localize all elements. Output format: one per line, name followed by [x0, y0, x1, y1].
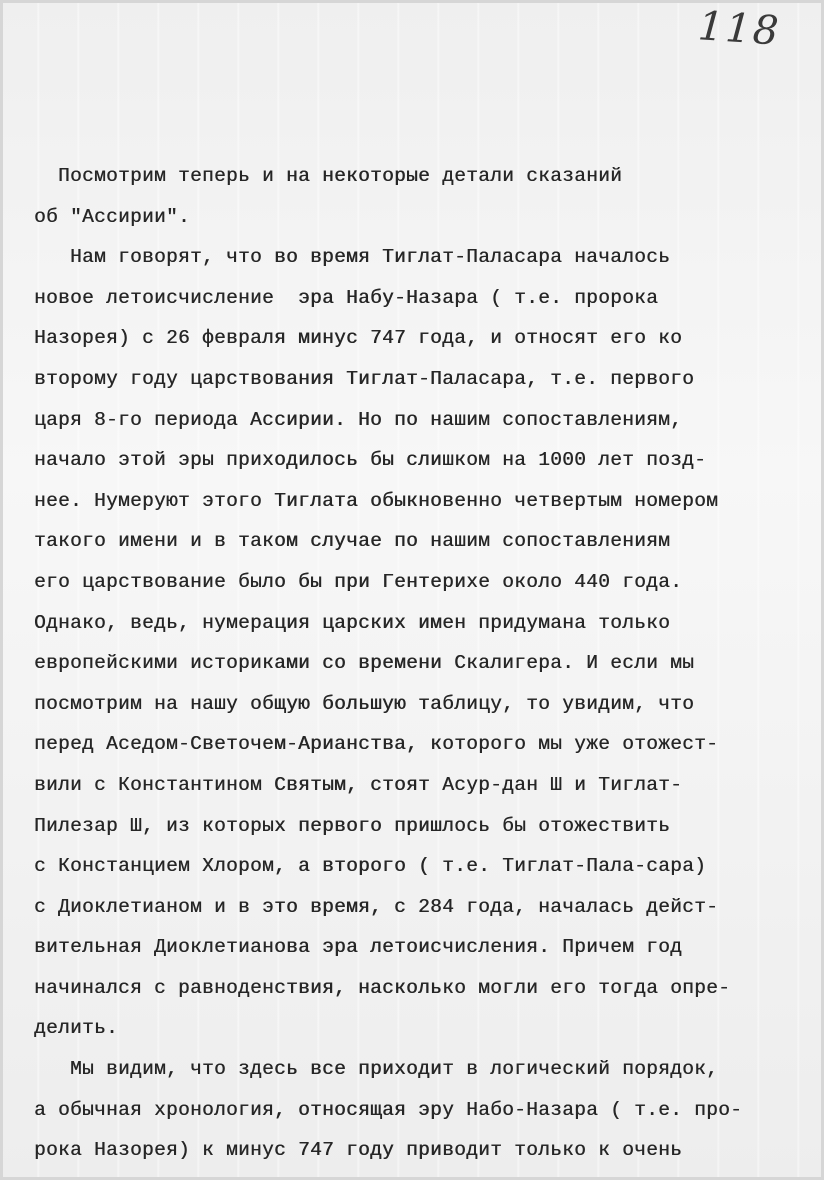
text-line: вительная Диоклетианова эра летоисчисления. Причем год — [34, 936, 683, 959]
handwritten-page-number: 118 — [696, 3, 782, 55]
text-line: Мы видим, что здесь все приходит в логический порядок, — [34, 1058, 719, 1081]
text-line: Посмотрим теперь и на некоторые детали сказаний — [34, 165, 623, 187]
text-line: Пилезар Ш, из которых первого пришлось бы отожествить — [34, 814, 671, 837]
text-line: рока Назорея) к минус 747 году приводит только к очень — [34, 1139, 683, 1162]
text-line: об "Ассирии". — [34, 205, 191, 228]
text-line: Нам говорят, что во время Тиглат-Паласара началось — [34, 246, 671, 269]
text-line: а обычная хронология, относящая эру Набо-Назара ( т.е. про- — [34, 1098, 743, 1121]
text-line: нее. Нумеруют этого Тиглата обыкновенно четвертым номером — [34, 489, 719, 512]
text-line: второму году царствования Тиглат-Паласара, т.е. первого — [34, 367, 695, 390]
text-line: новое летоисчисление эра Набу-Назара ( т.е. пророка — [34, 286, 659, 309]
text-line: вили с Константином Святым, стоят Асур-дан Ш и Тиглат- — [34, 773, 683, 796]
text-line: такого имени и в таком случае по нашим сопоставлениям — [34, 530, 671, 553]
text-line: с Констанцием Хлором, а второго ( т.е. Тиглат-Пала-сара) — [34, 855, 707, 878]
text-line: с Диоклетианом и в это время, с 284 года, началась дейст- — [34, 895, 719, 918]
text-line: царя 8-го периода Ассирии. Но по нашим сопоставлениям, — [34, 408, 683, 431]
text-line: европейскими историками со времени Скалигера. И если мы — [34, 652, 695, 675]
text-line: начало этой эры приходилось бы слишком на 1000 лет позд- — [34, 449, 707, 472]
document-body — [34, 156, 804, 1171]
text-line: Однако, ведь, нумерация царских имен придумана только — [34, 611, 671, 634]
text-line: делить. — [34, 1017, 119, 1040]
text-line: Назорея) с 26 февраля минус 747 года, и относят его ко — [34, 327, 683, 350]
text-line: перед Аседом-Светочем-Арианства, которого мы уже отожест- — [34, 733, 719, 756]
text-line: начинался с равноденствия, насколько могли его тогда опре- — [34, 976, 731, 999]
text-line: его царствование было бы при Гентерихе около 440 года. — [34, 570, 683, 593]
text-line: посмотрим на нашу общую большую таблицу, то увидим, что — [34, 692, 695, 715]
